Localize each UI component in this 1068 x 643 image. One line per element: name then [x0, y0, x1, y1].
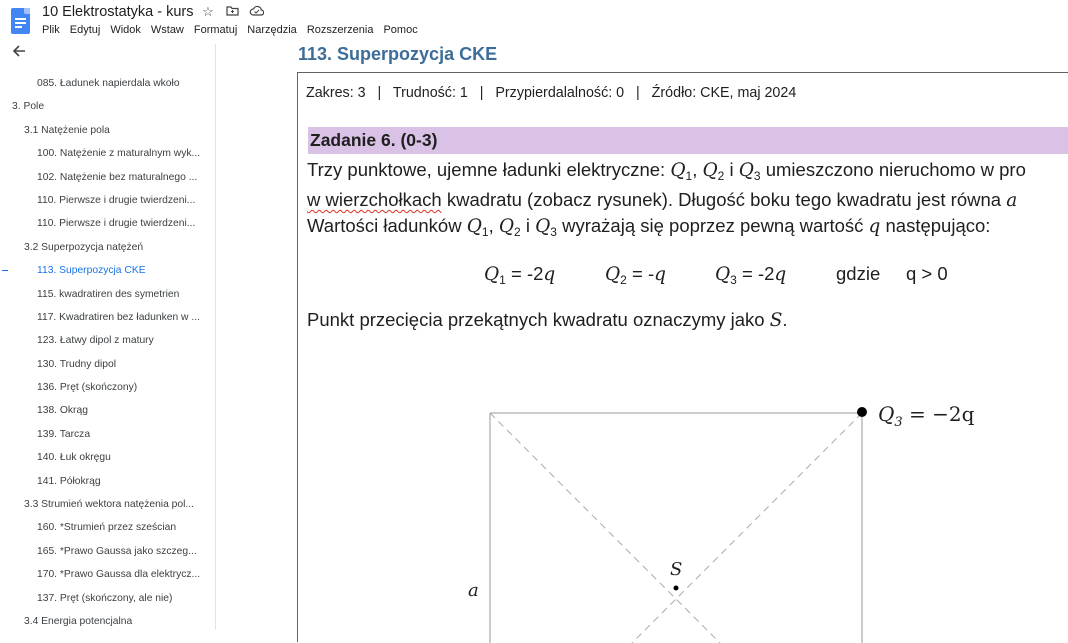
- menu-view[interactable]: Widok: [110, 24, 141, 36]
- document-title[interactable]: 10 Elektrostatyka - kurs: [42, 4, 194, 20]
- center-point-s: [674, 586, 679, 591]
- folder-icon[interactable]: [224, 4, 240, 20]
- outline-item[interactable]: 115. kwadratiren des symetrien: [37, 288, 180, 300]
- diagonal-1: [490, 413, 748, 643]
- outline-item[interactable]: 139. Tarcza: [37, 428, 91, 440]
- outline-item[interactable]: 3.2 Superpozycja natężeń: [24, 241, 144, 253]
- paragraph-2: w wierzchołkach kwadratu (zobacz rysunek). Długość boku tego kwadratu jest równa a: [307, 189, 1018, 211]
- paragraph-4: Punkt przecięcia przekątnych kwadratu oznaczymy jako S.: [307, 309, 788, 331]
- menu-file[interactable]: Plik: [42, 24, 60, 36]
- outline-item[interactable]: 117. Kwadratiren bez ładunken w ...: [37, 311, 200, 323]
- outline-item[interactable]: 102. Natężenie bez maturalnego ...: [37, 171, 198, 183]
- title-actions: [200, 4, 264, 20]
- outline-item[interactable]: 3. Pole: [12, 101, 45, 113]
- menu-insert[interactable]: Wstaw: [150, 24, 184, 36]
- outline-item[interactable]: 085. Ładunek napierdala wkoło: [37, 78, 180, 89]
- outline-item[interactable]: 3.4 Energia potencjalna: [24, 615, 133, 627]
- page-heading: 113. Superpozycja CKE: [298, 44, 498, 64]
- top-bar: [0, 0, 1068, 44]
- star-icon[interactable]: ☆: [202, 4, 214, 19]
- outline-item[interactable]: 141. Półokrąg: [37, 475, 101, 487]
- q3-label: $Q_3 = -2q$: [878, 402, 975, 430]
- outline-item[interactable]: 110. Pierwsze i drugie twierdzeni...: [37, 218, 196, 230]
- outline-item[interactable]: 140. Łuk okręgu: [37, 452, 111, 464]
- outline-item[interactable]: 110. Pierwsze i drugie twierdzeni...: [37, 194, 196, 206]
- menu-format[interactable]: Formatuj: [193, 24, 238, 36]
- spellcheck-word[interactable]: w wierzchołkach: [307, 189, 442, 210]
- outline-item[interactable]: 165. *Prawo Gaussa jako szczeg...: [37, 545, 197, 557]
- outline-item[interactable]: 3.3 Strumień wektora natężenia pol...: [24, 499, 194, 511]
- square-figure: [298, 73, 1068, 643]
- outline-item[interactable]: 136. Pręt (skończony): [37, 382, 138, 394]
- equation-q1: $Q_1 = -2q$: [484, 263, 556, 287]
- outline-item[interactable]: 138. Okrąg: [37, 405, 88, 417]
- outline-item[interactable]: 137. Pręt (skończony, ale nie): [37, 592, 173, 604]
- cloud-icon[interactable]: [248, 4, 264, 20]
- menu-help[interactable]: Pomoc: [383, 24, 418, 36]
- outline-list: [0, 72, 216, 633]
- outline-item[interactable]: 100. Natężenie z maturalnym wyk...: [37, 148, 201, 160]
- outline-item[interactable]: 123. Łatwy dipol z matury: [37, 335, 154, 347]
- task-meta: Zakres: 3 | Trudność: 1 | Przypierdalalność: 0 | Źródło: CKE, maj 2024: [306, 85, 797, 101]
- back-arrow-icon[interactable]: [12, 44, 26, 63]
- equation-where: gdzie: [836, 263, 881, 284]
- side-label-a: a: [468, 580, 479, 601]
- equation-condition: q > 0: [906, 263, 948, 284]
- outline-item[interactable]: 3.1 Natężenie pola: [24, 124, 110, 136]
- outline-item[interactable]: 160. *Strumień przez sześcian: [37, 522, 177, 534]
- docs-logo-icon[interactable]: [11, 8, 30, 34]
- charge-q3-point: [857, 407, 867, 417]
- document-outline-sidebar: [0, 44, 216, 630]
- menu-tools[interactable]: Narzędzia: [247, 24, 297, 36]
- menu-extensions[interactable]: Rozszerzenia: [306, 24, 374, 36]
- menu-edit[interactable]: Edytuj: [69, 24, 101, 36]
- document-canvas: [216, 44, 1068, 630]
- diagonal-2: [604, 413, 862, 643]
- equation-q2: $Q_2 = -q$: [605, 263, 666, 287]
- outline-item[interactable]: 113. Superpozycja CKE: [0, 259, 212, 282]
- task-title: Zadanie 6. (0-3): [308, 127, 1068, 154]
- task-frame: [297, 72, 1068, 642]
- equation-q3: $Q_3 = -2q$: [715, 263, 787, 287]
- outline-item[interactable]: 170. *Prawo Gaussa dla elektrycz...: [37, 569, 201, 581]
- paragraph-1: Trzy punktowe, ujemne ładunki elektryczne: $Q_1$, $Q_2$ i $Q_3$ umieszczono nieruchomo w pro: [307, 159, 1026, 183]
- menu-bar: [42, 24, 428, 36]
- paragraph-3: Wartości ładunków $Q_1$, $Q_2$ i $Q_3$ wyrażają się poprzez pewną wartość q następująco:: [307, 215, 991, 239]
- center-label-s: S: [670, 559, 683, 580]
- outline-item[interactable]: 130. Trudny dipol: [37, 358, 116, 370]
